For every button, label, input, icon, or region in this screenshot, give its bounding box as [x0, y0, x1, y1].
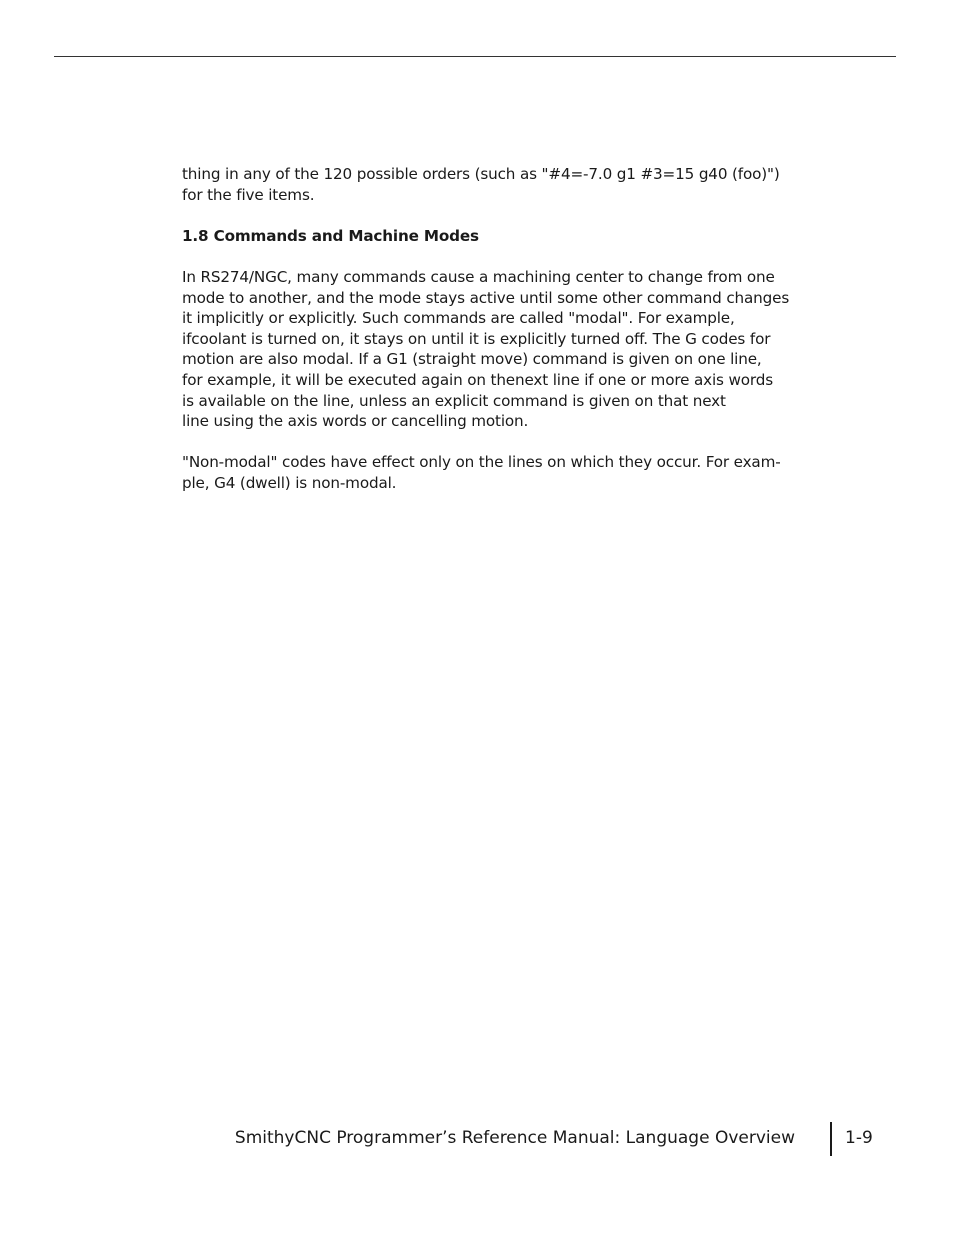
modal-commands-paragraph	[182, 267, 802, 432]
text-line: for the five items.	[182, 185, 315, 204]
section-heading: 1.8 Commands and Machine Modes	[182, 226, 479, 245]
text-line: "Non-modal" codes have effect only on the lines on which they occur. For exam-	[182, 453, 781, 472]
text-line: In RS274/NGC, many commands cause a machining center to change from one	[182, 267, 775, 286]
footer-manual-title: SmithyCNC Programmer’s Reference Manual: Language Overview	[234, 1128, 795, 1148]
text-line: is available on the line, unless an explicit command is given on that next	[182, 391, 726, 410]
text-line: ple, G4 (dwell) is non-modal.	[182, 473, 397, 492]
text-line: motion are also modal. If a G1 (straight move) command is given on one line,	[182, 350, 762, 369]
text-line: line using the axis words or cancelling motion.	[182, 412, 529, 431]
footer-divider	[830, 1122, 832, 1156]
non-modal-paragraph	[182, 452, 802, 493]
intro-paragraph	[182, 164, 802, 205]
page-number: 1-9	[845, 1128, 873, 1148]
text-line: mode to another, and the mode stays active until some other command changes	[182, 288, 790, 307]
text-line: ifcoolant is turned on, it stays on until it is explicitly turned off. The G codes for	[182, 329, 771, 348]
text-line: it implicitly or explicitly. Such commands are called "modal". For example,	[182, 309, 735, 328]
page-body	[182, 164, 802, 514]
text-line: for example, it will be executed again on thenext line if one or more axis words	[182, 370, 773, 389]
text-line: thing in any of the 120 possible orders (such as "#4=-7.0 g1 #3=15 g40 (foo)")	[182, 165, 780, 183]
header-rule	[54, 56, 896, 57]
